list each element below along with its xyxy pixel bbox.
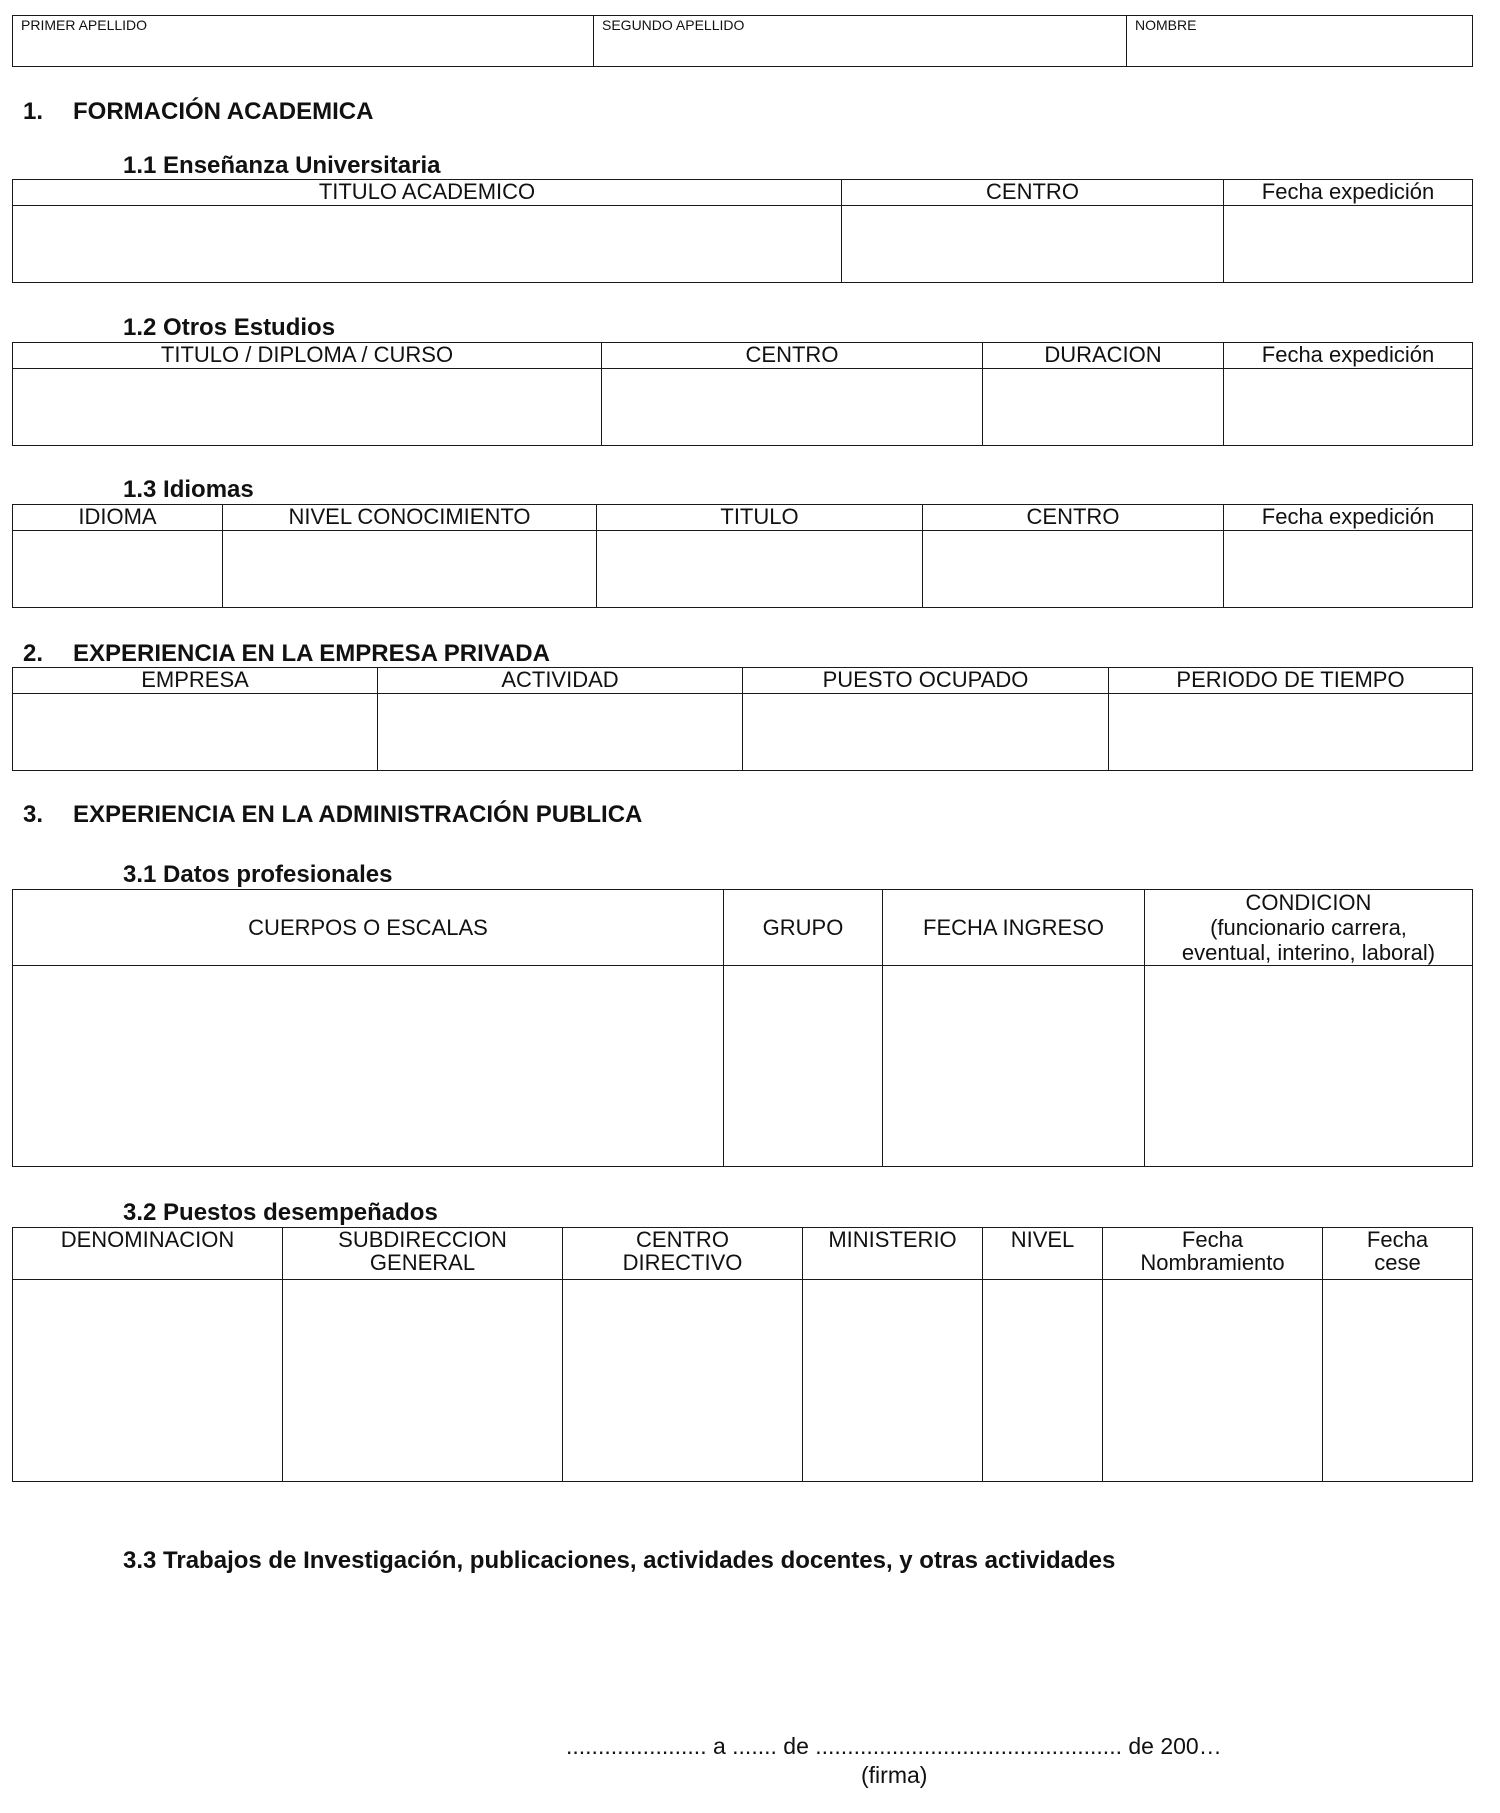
col-centro: CENTRO xyxy=(923,505,1224,531)
segundo-apellido-label: SEGUNDO APELLIDO xyxy=(602,17,745,33)
centro-cell[interactable] xyxy=(602,369,983,446)
primer-apellido-label: PRIMER APELLIDO xyxy=(21,17,148,33)
condicion-cell[interactable] xyxy=(1145,966,1473,1167)
nivel-cell[interactable] xyxy=(983,1280,1103,1482)
otros-estudios-table xyxy=(12,342,1473,446)
fecha-expedicion-cell[interactable] xyxy=(1224,531,1473,608)
col-fecha-ingreso: FECHA INGRESO xyxy=(883,890,1145,966)
idioma-cell[interactable] xyxy=(13,531,223,608)
signature-caption: (firma) xyxy=(861,1762,928,1788)
puesto-ocupado-cell[interactable] xyxy=(743,694,1109,771)
nivel-conocimiento-cell[interactable] xyxy=(223,531,597,608)
section3-number: 3. xyxy=(23,801,44,828)
section3-3-title: 3.3 Trabajos de Investigación, publicaciones, actividades docentes, y otras actividades xyxy=(123,1547,1116,1574)
col-fecha-cese-line2: cese xyxy=(1374,1250,1421,1275)
col-centro-directivo xyxy=(563,1228,803,1280)
duracion-cell[interactable] xyxy=(983,369,1224,446)
denominacion-cell[interactable] xyxy=(13,1280,283,1482)
fecha-ingreso-cell[interactable] xyxy=(883,966,1145,1167)
datos-profesionales-table xyxy=(12,889,1473,1167)
col-nivel-line1: NIVEL xyxy=(1010,1227,1075,1252)
col-centro-directivo-line1: CENTRO xyxy=(636,1227,729,1252)
periodo-de-tiempo-cell[interactable] xyxy=(1109,694,1473,771)
col-fecha-expedicion: Fecha expedición xyxy=(1224,180,1473,206)
subdireccion-general-cell[interactable] xyxy=(283,1280,563,1482)
fecha-cese-cell[interactable] xyxy=(1323,1280,1473,1482)
col-titulo-academico: TITULO ACADEMICO xyxy=(13,180,842,206)
section1-title: FORMACIÓN ACADEMICA xyxy=(73,98,374,125)
primer-apellido-field[interactable] xyxy=(13,16,594,67)
actividad-cell[interactable] xyxy=(378,694,743,771)
section3-title: EXPERIENCIA EN LA ADMINISTRACIÓN PUBLICA xyxy=(73,801,643,828)
fecha-nombramiento-cell[interactable] xyxy=(1103,1280,1323,1482)
idiomas-table xyxy=(12,504,1473,608)
col-centro: CENTRO xyxy=(842,180,1224,206)
col-puesto-ocupado: PUESTO OCUPADO xyxy=(743,668,1109,694)
col-nivel-conocimiento: NIVEL CONOCIMIENTO xyxy=(223,505,597,531)
nombre-label: NOMBRE xyxy=(1135,17,1197,33)
puestos-desempenados-table xyxy=(12,1227,1473,1482)
centro-directivo-cell[interactable] xyxy=(563,1280,803,1482)
ensenanza-universitaria-table xyxy=(12,179,1473,283)
col-denominacion-line1: DENOMINACION xyxy=(60,1227,235,1252)
col-subdireccion-line1: SUBDIRECCION xyxy=(338,1227,507,1252)
col-fecha-expedicion: Fecha expedición xyxy=(1224,343,1473,369)
col-periodo-de-tiempo: PERIODO DE TIEMPO xyxy=(1109,668,1473,694)
col-centro: CENTRO xyxy=(602,343,983,369)
trabajos-investigacion-area[interactable] xyxy=(123,1585,1463,1705)
col-idioma: IDIOMA xyxy=(13,505,223,531)
empresa-privada-table xyxy=(12,667,1473,771)
signature-line: ...................... a ....... de ................................................ de 200… xyxy=(566,1733,1222,1759)
condicion-line2: (funcionario carrera, xyxy=(1210,915,1407,940)
section1-1-title: 1.1 Enseñanza Universitaria xyxy=(123,152,441,179)
fecha-expedicion-cell[interactable] xyxy=(1224,369,1473,446)
col-centro-directivo-line2: DIRECTIVO xyxy=(622,1250,743,1275)
section1-2-title: 1.2 Otros Estudios xyxy=(123,314,336,341)
section3-1-title: 3.1 Datos profesionales xyxy=(123,861,393,888)
cuerpos-o-escalas-cell[interactable] xyxy=(13,966,724,1167)
grupo-cell[interactable] xyxy=(724,966,883,1167)
col-nivel xyxy=(983,1228,1103,1280)
col-titulo: TITULO xyxy=(597,505,923,531)
col-actividad: ACTIVIDAD xyxy=(378,668,743,694)
condicion-line3: eventual, interino, laboral) xyxy=(1181,940,1436,965)
col-titulo-diploma-curso: TITULO / DIPLOMA / CURSO xyxy=(13,343,602,369)
titulo-diploma-cell[interactable] xyxy=(13,369,602,446)
col-subdireccion-line2: GENERAL xyxy=(369,1250,476,1275)
condicion-line1: CONDICION xyxy=(1245,890,1372,915)
col-fecha-nombramiento-line2: Nombramiento xyxy=(1140,1250,1285,1275)
col-fecha-cese xyxy=(1323,1228,1473,1280)
col-ministerio xyxy=(803,1228,983,1280)
col-fecha-expedicion: Fecha expedición xyxy=(1224,505,1473,531)
col-duracion: DURACION xyxy=(983,343,1224,369)
empresa-cell[interactable] xyxy=(13,694,378,771)
section2-title: EXPERIENCIA EN LA EMPRESA PRIVADA xyxy=(73,640,550,667)
col-cuerpos-o-escalas: CUERPOS O ESCALAS xyxy=(13,890,724,966)
col-condicion xyxy=(1145,890,1473,966)
col-empresa: EMPRESA xyxy=(13,668,378,694)
col-ministerio-line1: MINISTERIO xyxy=(828,1227,957,1252)
col-fecha-cese-line1: Fecha xyxy=(1366,1227,1429,1252)
titulo-academico-cell[interactable] xyxy=(13,206,842,283)
fecha-expedicion-cell[interactable] xyxy=(1224,206,1473,283)
col-grupo: GRUPO xyxy=(724,890,883,966)
titulo-cell[interactable] xyxy=(597,531,923,608)
segundo-apellido-field[interactable] xyxy=(594,16,1127,67)
ministerio-cell[interactable] xyxy=(803,1280,983,1482)
section2-number: 2. xyxy=(23,640,44,667)
centro-cell[interactable] xyxy=(923,531,1224,608)
section3-2-title: 3.2 Puestos desempeñados xyxy=(123,1199,438,1226)
section1-number: 1. xyxy=(23,98,44,125)
nombre-field[interactable] xyxy=(1127,16,1473,67)
name-header-table xyxy=(12,15,1473,67)
col-denominacion xyxy=(13,1228,283,1280)
centro-cell[interactable] xyxy=(842,206,1224,283)
col-fecha-nombramiento-line1: Fecha xyxy=(1181,1227,1244,1252)
col-fecha-nombramiento xyxy=(1103,1228,1323,1280)
section1-3-title: 1.3 Idiomas xyxy=(123,476,254,503)
col-subdireccion-general xyxy=(283,1228,563,1280)
